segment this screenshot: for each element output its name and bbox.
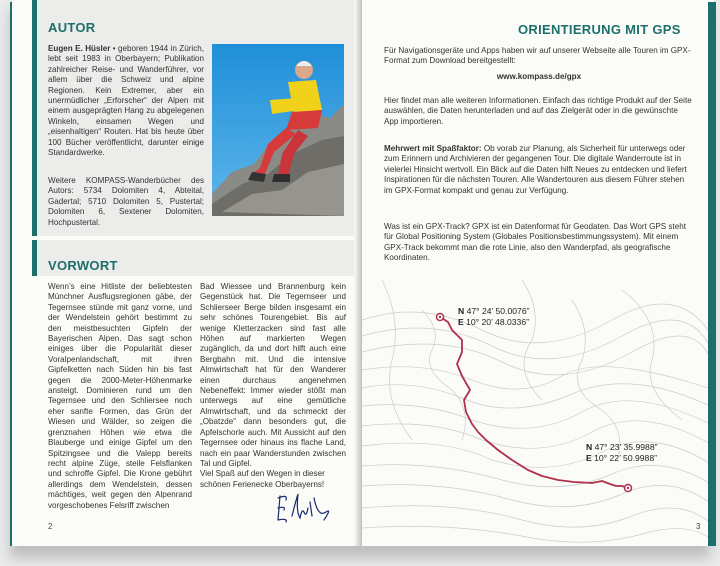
end-lon: 10° 22’ 50.9988”	[594, 453, 657, 463]
right-page	[362, 0, 714, 546]
left-page	[12, 0, 360, 546]
start-lon-label: E	[458, 317, 464, 327]
gpx-track-paragraph: Was ist ein GPX-Track? GPX ist ein Datenformat für Geodaten. Das Wort GPS steht für Global Positioning System (Globales Positionsbestimmungssystem). Mit einem GPX-Track bekommt man die rote Linie, also den Wanderpfad, als geografische Koordinaten.	[384, 222, 686, 263]
panel-accent-bar	[32, 0, 37, 236]
start-coordinates	[458, 306, 529, 328]
foreword-column-2	[200, 282, 346, 490]
topographic-map	[362, 280, 714, 546]
foreword-closing: Viel Spaß auf den Wegen in dieser schönen Ferienecke Oberbayerns!	[200, 469, 325, 489]
start-lat: 47° 24’ 50.0076”	[466, 306, 530, 316]
end-lon-label: E	[586, 453, 592, 463]
author-bio	[48, 44, 204, 158]
right-page-number: 3	[696, 522, 701, 531]
end-coordinates	[586, 442, 657, 464]
gpx-url-link[interactable]: www.kompass.de/gpx	[496, 72, 582, 81]
foreword-heading: VORWORT	[48, 258, 118, 273]
foreword-accent-bar	[32, 240, 37, 276]
gps-heading: ORIENTIERUNG MIT GPS	[518, 22, 681, 37]
fun-lead: Mehrwert mit Spaßfaktor:	[384, 144, 482, 153]
author-other-books: Weitere KOMPASS-Wanderbücher des Autors: 5734 Dolomiten 4, Abteital, Gadertal; 5710 Dolomiten 5, Pustertal; Dolomiten 6, Sextener Dolomiten, Hochpustertal.	[48, 176, 204, 227]
fun-paragraph	[384, 144, 694, 196]
gps-paragraph-2: Hier findet man alle weiteren Informationen. Einfach das richtige Produkt auf der Seite auswählen, die Daten herunterladen und auf das Zielgerät oder in die gewünschte App importieren.	[384, 96, 692, 126]
foreword-column-2-text: Bad Wiessee und Brannenburg kein Gegenstück hat. Die Tegernseer und Schlierseer Berge bilden insgesamt ein sehr schönes Tourengebiet. Bis auf wenige Kletterzacken sind fast alle Höhen auf markierten Wegen zugänglich, da und dort hilft auch eine Bergbahn mit. Und die intensive Almwirtschaft hat für den Wanderer einen durchaus angenehmen Nebeneffekt: Immer wieder stößt man unterwegs auf eine gemütliche Almwirtschaft, und da schmeckt der „Obatzde“ dann besonders gut, die Apfelschorle auch. Mit Aussicht auf den Tegernsee oder hinaus ins flache Land, nach ein paar Wanderstunden zwischen Tal und Gipfel.	[200, 282, 346, 468]
author-signature	[274, 490, 334, 524]
end-lat-label: N	[586, 442, 593, 452]
track-start-marker-dot	[439, 316, 441, 318]
start-lat-label: N	[458, 306, 465, 316]
open-book	[6, 0, 714, 556]
fun-text: Ob vorab zur Planung, als Sicherheit für unterwegs oder zum Erinnern und Archivieren der gegangenen Tour. Die digitale Wanderroute ist in vielerlei Hinsicht wertvoll. Ein Blick auf die Daten hilft Neues zu entdecken und liefert Inspirationen für die nächsten Touren. Alle Wandertouren aus diesem Führer stehen im GPX-Format kompakt und genau zur Verfügung.	[384, 144, 687, 195]
right-cover-edge	[708, 2, 716, 546]
author-heading: AUTOR	[48, 20, 96, 35]
gps-intro: Für Navigationsgeräte und Apps haben wir auf unserer Webseite alle Touren im GPX-Format zum Download bereitgestellt:	[384, 46, 691, 66]
foreword-column-1: Wenn’s eine Hitliste der beliebtesten Münchner Ausflugsregionen gäbe, der Tegernsee stünde mit ganz vorne, und der Wendelstein gehört bestimmt zu den meistbesuchten Gipfeln der Bayerischen Alpen. Das sagt schon einiges über die Popularität dieser Voralpenlandschaft, mit ihren Gipfelketten nach Süden hin bis fast gegen die 2000-Meter-Höhenmarke ansteigt. Dominieren rund um den Tegernsee und den Schliersee noch eher sanfte Formen, das Grün der Wiesen und Wälder, so zeigen die grenznahen Höhen wie etwa die Blauberge und einige Gipfel um den Spitzingsee und die Valepp bereits recht alpine Züge, steile Felsflanken und schroffe Gipfel. Die Krone gebührt allerdings dem Wendelstein, dessen mächtiges, weit gegen den Alpenrand vorgeschobenes Felsriff zwischen	[48, 282, 192, 510]
author-name: Eugen E. Hüsler	[48, 44, 111, 53]
end-lat: 47° 23’ 35.9988”	[594, 442, 658, 452]
track-end-marker-dot	[627, 487, 629, 489]
author-photo	[212, 44, 344, 216]
gpx-url	[384, 72, 694, 82]
start-lon: 10° 20’ 48.0336”	[466, 317, 529, 327]
left-page-number: 2	[48, 522, 53, 531]
author-bio-text: • geboren 1944 in Zürich, lebt seit 1983 in Oberbayern; Publikation zahlreicher Reise- und Wanderführer, vor allem über die Schweiz und alpine Regionen. Kein Extremer, aber ein unermüdlicher „Erforscher“ der Alpen mit einem ausgeprägten Hang zu abgelegenen Winkeln, einsamen Wegen und „eisenhaltigen“ Routen. Hat bis heute über 100 Bücher veröffentlicht, darunter einige Standardwerke.	[48, 44, 204, 158]
